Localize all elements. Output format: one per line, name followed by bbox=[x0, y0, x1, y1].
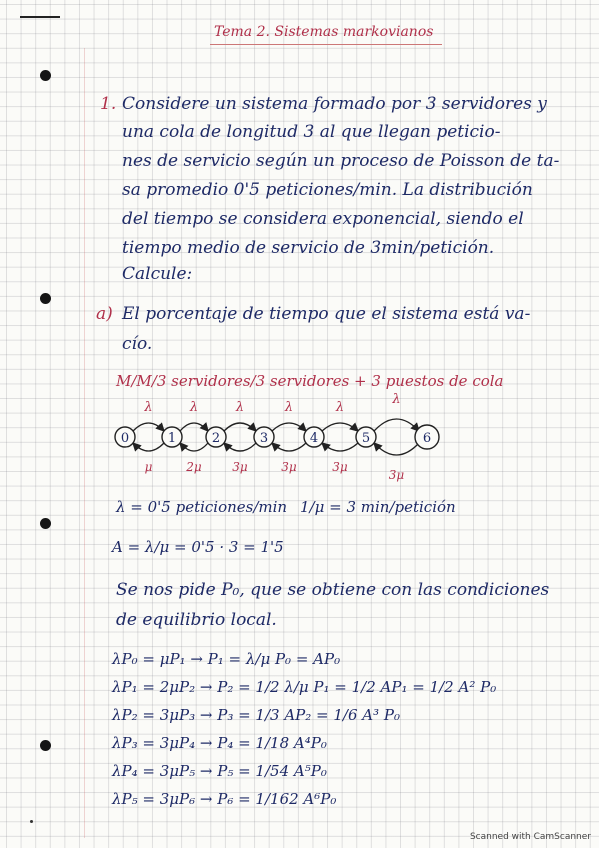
balance-equation: λP₁ = 2μP₂ → P₂ = 1/2 λ/μ P₁ = 1/2 AP₁ = 1/2 A² P₀ bbox=[112, 678, 497, 696]
balance-equation: λP₂ = 3μP₃ → P₃ = 1/3 AP₂ = 1/6 A³ P₀ bbox=[112, 706, 401, 724]
balance-equation: λP₄ = 3μP₅ → P₅ = 1/54 A⁵P₀ bbox=[112, 762, 327, 780]
state-label: 0 bbox=[120, 431, 130, 446]
problem-line: del tiempo se considera exponencial, siendo el bbox=[122, 209, 524, 229]
state-label: 3 bbox=[259, 431, 269, 446]
model-label: M/M/3 servidores/3 servidores + 3 puestos de cola bbox=[116, 372, 504, 390]
balance-equation: λP₅ = 3μP₆ → P₆ = 1/162 A⁶P₀ bbox=[112, 790, 337, 808]
lambda-rate: λ = 0'5 peticiones/min bbox=[116, 498, 288, 516]
service-rate-label: 2μ bbox=[186, 460, 202, 474]
service-arrow bbox=[272, 443, 306, 451]
page-title: Tema 2. Sistemas markovianos bbox=[214, 24, 434, 40]
service-rate-label: 3μ bbox=[281, 460, 297, 474]
a-equation: A = λ/μ = 0'5 · 3 = 1'5 bbox=[112, 538, 284, 556]
service-arrow bbox=[374, 443, 419, 455]
explanation-line: Se nos pide P₀, que se obtiene con las condiciones bbox=[116, 580, 550, 600]
service-arrow bbox=[180, 443, 208, 451]
arrival-arrow bbox=[180, 423, 208, 431]
arrival-arrow bbox=[133, 423, 164, 431]
state-label: 1 bbox=[167, 431, 177, 446]
arrival-rate-label: λ bbox=[335, 400, 345, 415]
service-arrow bbox=[224, 443, 256, 451]
balance-equation: λP₃ = 3μP₄ → P₄ = 1/18 A⁴P₀ bbox=[112, 734, 327, 752]
service-rate-label: μ bbox=[144, 460, 153, 474]
stray-dot bbox=[30, 820, 33, 823]
state-label: 6 bbox=[422, 431, 432, 446]
arrival-arrow bbox=[224, 423, 256, 431]
explanation-line: de equilibrio local. bbox=[116, 610, 277, 630]
arrival-rate-label: λ bbox=[392, 392, 401, 407]
service-rate-label: 3μ bbox=[232, 460, 248, 474]
problem-line: una cola de longitud 3 al que llegan peticio- bbox=[122, 122, 501, 142]
state-label: 2 bbox=[211, 431, 221, 446]
problem-number: 1. bbox=[100, 94, 117, 114]
problem-line: nes de servicio según un proceso de Poisson de ta- bbox=[122, 151, 560, 171]
service-rate-label: 3μ bbox=[332, 460, 348, 474]
problem-line: tiempo medio de servicio de 3min/petición. bbox=[122, 238, 495, 258]
problem-line: Considere un sistema formado por 3 servidores y bbox=[122, 94, 547, 114]
problem-line: Calcule: bbox=[122, 264, 193, 284]
service-rate-label: 3μ bbox=[388, 468, 405, 482]
mu-rate: 1/μ = 3 min/petición bbox=[300, 498, 456, 516]
state-label: 4 bbox=[309, 431, 319, 446]
arrival-arrow bbox=[374, 419, 419, 431]
arrival-rate-label: λ bbox=[235, 400, 245, 415]
state-label: 5 bbox=[361, 431, 371, 446]
scanner-watermark: Scanned with CamScanner bbox=[469, 832, 591, 842]
arrival-rate-label: λ bbox=[144, 400, 153, 415]
arrival-rate-label: λ bbox=[284, 400, 294, 415]
part-a-line: cío. bbox=[122, 334, 153, 354]
part-a-line: El porcentaje de tiempo que el sistema está va- bbox=[122, 304, 531, 324]
balance-equation: λP₀ = μP₁ → P₁ = λ/μ P₀ = AP₀ bbox=[112, 650, 341, 668]
arrival-arrow bbox=[322, 423, 358, 431]
arrival-rate-label: λ bbox=[189, 400, 199, 415]
part-label: a) bbox=[96, 304, 113, 324]
service-arrow bbox=[322, 443, 358, 451]
arrival-arrow bbox=[272, 423, 306, 431]
service-arrow bbox=[133, 443, 164, 451]
problem-line: sa promedio 0'5 peticiones/min. La distribución bbox=[122, 180, 533, 200]
